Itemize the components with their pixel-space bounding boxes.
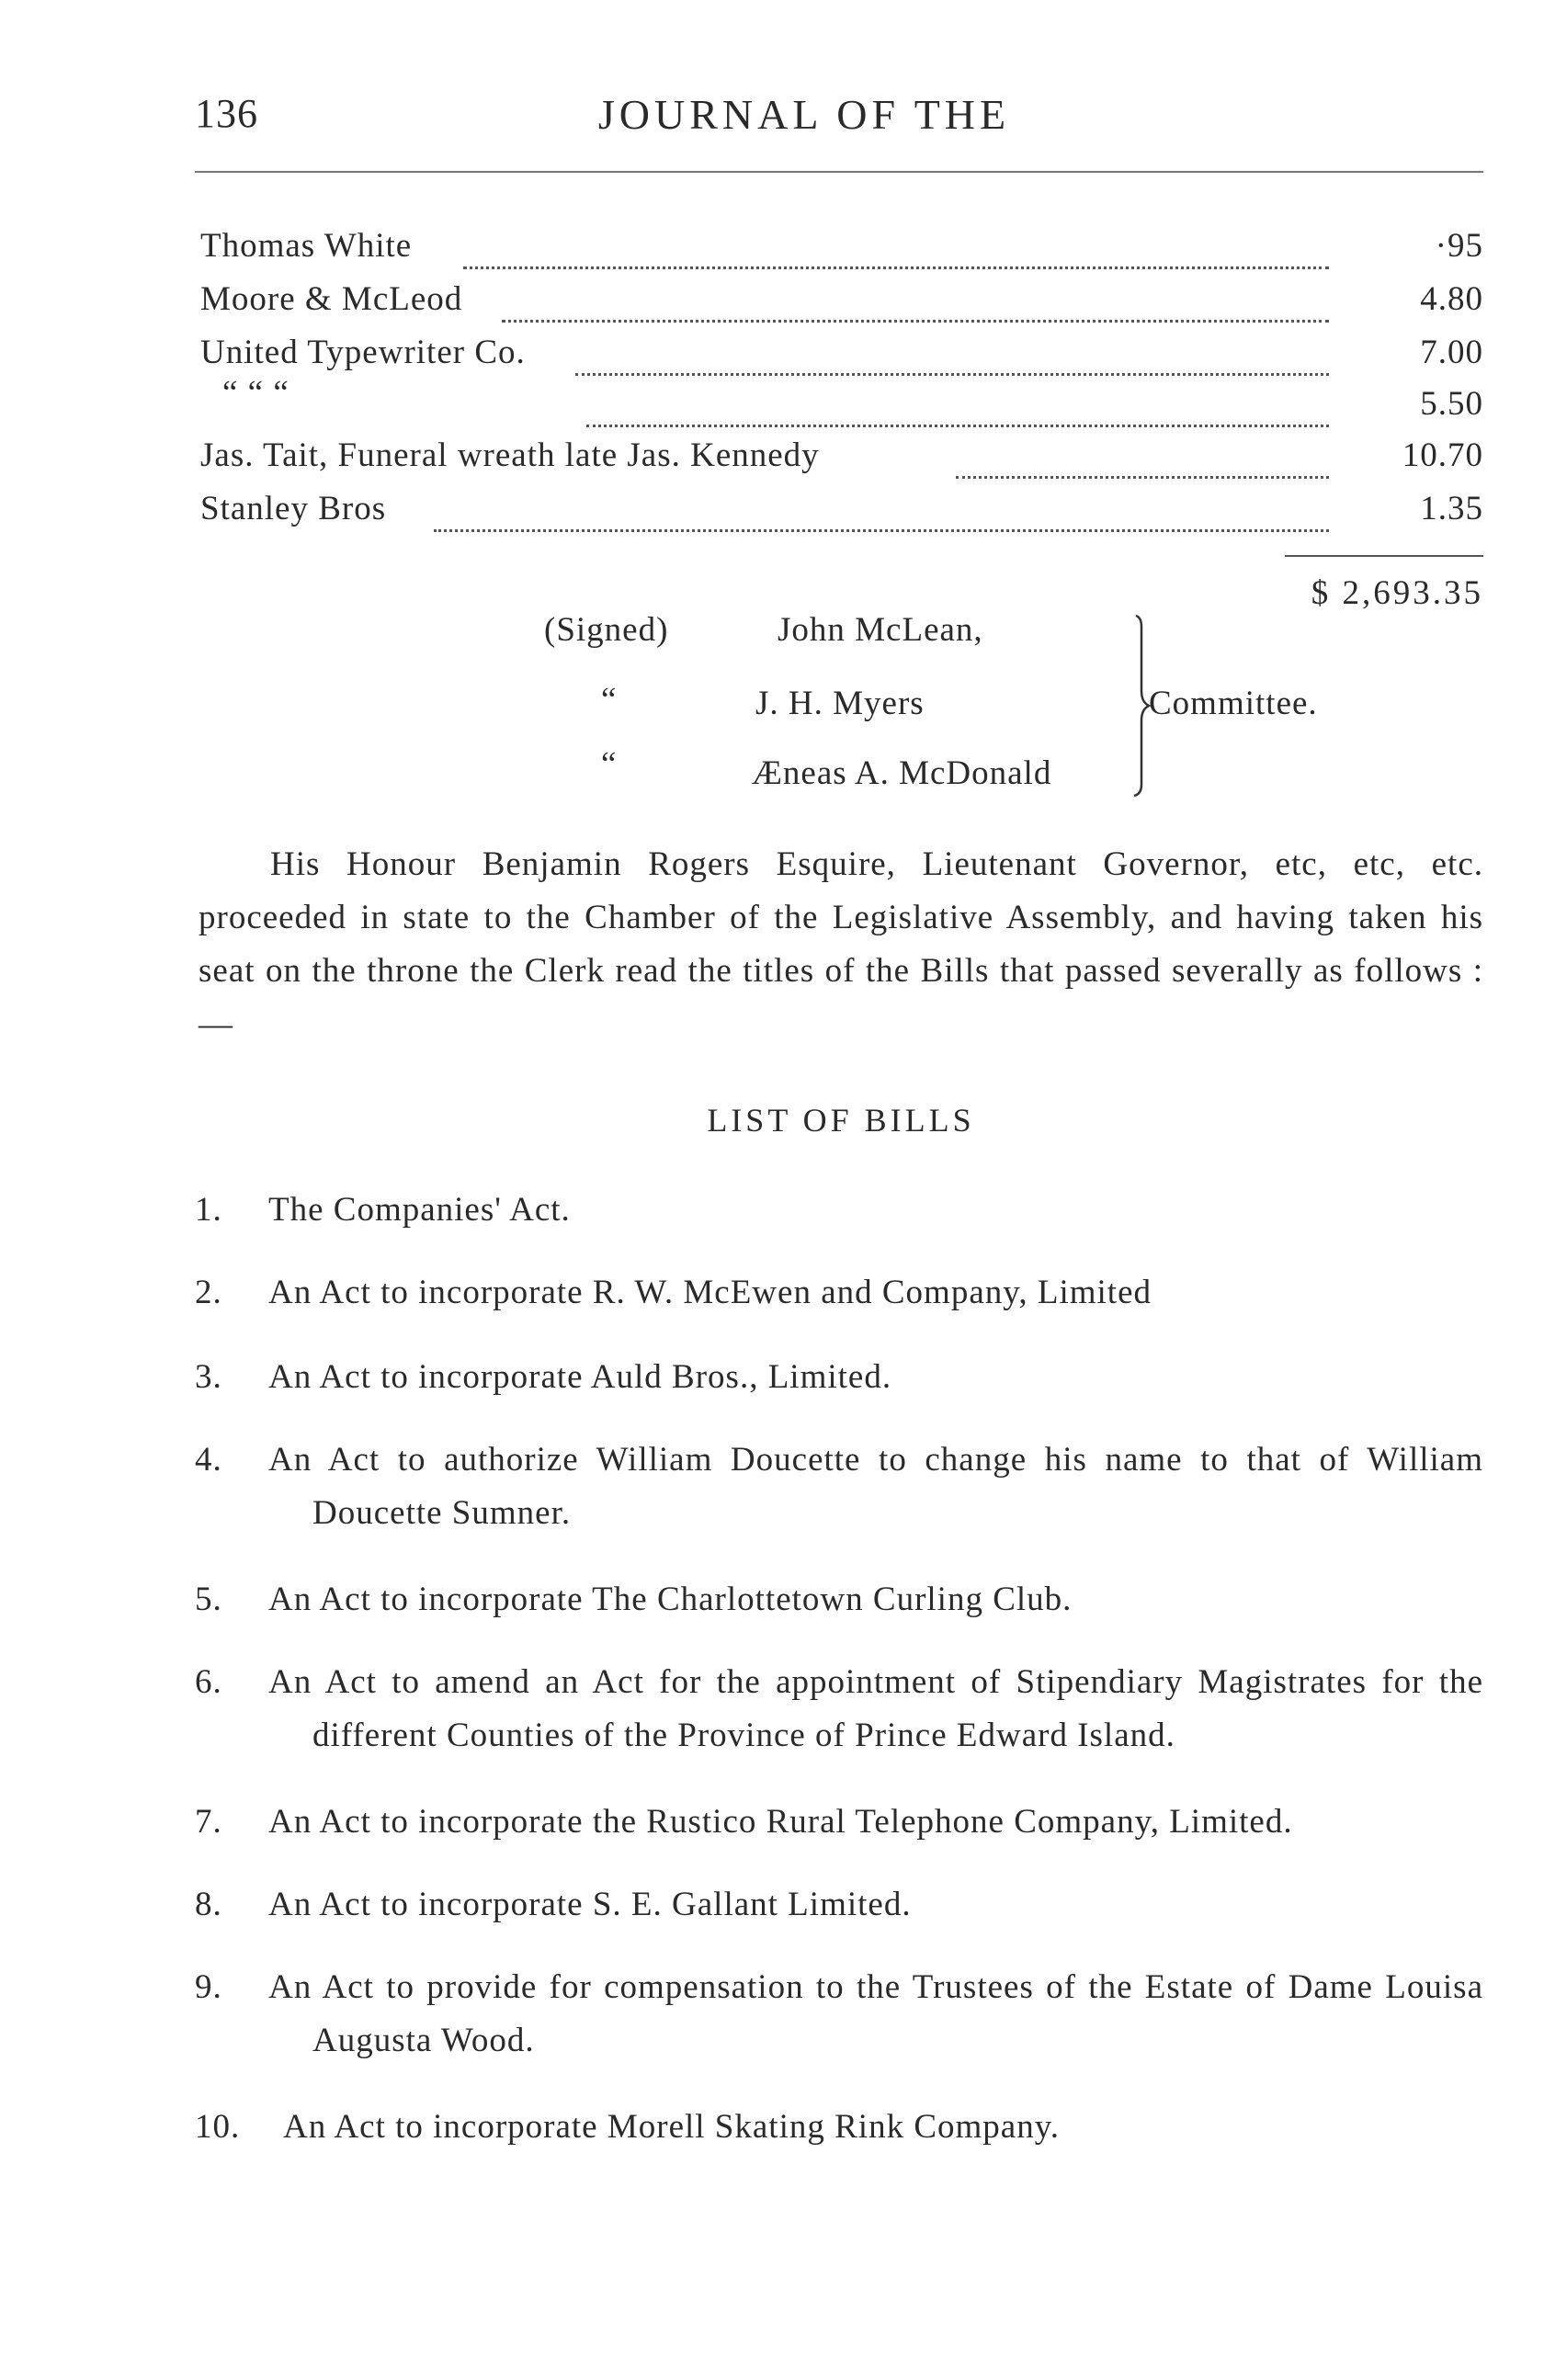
dot-leader: [502, 290, 1329, 323]
bill-title: An Act to incorporate Auld Bros., Limited.: [268, 1358, 892, 1396]
bill-item: [195, 1796, 1483, 1849]
total-rule: [1285, 555, 1483, 557]
signed-label: (Signed): [544, 611, 669, 649]
account-payee: Thomas White: [200, 227, 413, 265]
committee-member-name: John McLean,: [778, 611, 983, 649]
committee-member-name: Æneas A. McDonald: [752, 754, 1052, 792]
dot-leader: [434, 500, 1329, 532]
bill-title: An Act to incorporate R. W. McEwen and Company, Limited: [268, 1274, 1152, 1311]
account-payee-ditto: “ “ “: [222, 374, 290, 412]
bill-number: 10.: [195, 2108, 241, 2146]
account-row: [200, 226, 1483, 274]
account-payee: Stanley Bros: [200, 490, 387, 527]
bill-item: [195, 1573, 1483, 1626]
bill-title: An Act to incorporate Morell Skating Rink Company.: [283, 2108, 1061, 2146]
bill-number: 3.: [195, 1358, 222, 1396]
account-payee: Moore & McLeod: [200, 280, 463, 318]
account-row: [200, 489, 1483, 537]
bill-number: 7.: [195, 1803, 222, 1841]
bill-item: [195, 1878, 1483, 1932]
bill-title: An Act to amend an Act for the appointment of Stipendiary Magistrates for the different Counties of the Province of Prince Edward Island.: [268, 1663, 1483, 1754]
account-amount: ·95: [1435, 227, 1483, 265]
bill-item: [195, 1656, 1483, 1762]
bill-item: [195, 1184, 1483, 1237]
dot-leader: [463, 237, 1329, 269]
dot-leader: [956, 447, 1329, 479]
header-rule: [195, 171, 1483, 173]
list-heading: LIST OF BILLS: [707, 1102, 975, 1139]
dot-leader: [586, 395, 1329, 427]
ditto-mark: “: [601, 681, 618, 719]
total-amount: $ 2,693.35: [1311, 574, 1483, 612]
bill-number: 8.: [195, 1886, 222, 1923]
bill-title: An Act to provide for compensation to the Trustees of the Estate of Dame Louisa Augusta Wood.: [268, 1968, 1483, 2059]
bill-title: An Act to incorporate the Rustico Rural Telephone Company, Limited.: [268, 1803, 1293, 1841]
bill-item: [195, 1434, 1483, 1540]
account-amount: 4.80: [1420, 280, 1483, 318]
bill-title: The Companies' Act.: [268, 1191, 571, 1229]
bill-number: 6.: [195, 1663, 222, 1701]
bill-number: 2.: [195, 1274, 222, 1311]
account-row: [200, 279, 1483, 327]
bill-item: [195, 1351, 1483, 1404]
bill-item: [195, 2101, 1483, 2154]
bill-item: [195, 1266, 1483, 1320]
committee-member-name: J. H. Myers: [755, 685, 925, 722]
bill-number: 4.: [195, 1441, 222, 1479]
account-row: [200, 436, 1483, 483]
bill-number: 9.: [195, 1968, 222, 2006]
running-title: JOURNAL OF THE: [597, 91, 1011, 138]
account-payee: United Typewriter Co.: [200, 334, 526, 371]
account-amount: 1.35: [1420, 490, 1483, 527]
bill-number: 5.: [195, 1581, 222, 1618]
committee-label: Committee.: [1149, 685, 1318, 722]
account-row: [200, 333, 1483, 380]
dot-leader: [575, 344, 1329, 376]
bill-title: An Act to incorporate S. E. Gallant Limited.: [268, 1886, 912, 1923]
page-number: 136: [195, 91, 258, 136]
proceedings-paragraph: His Honour Benjamin Rogers Esquire, Lieutenant Governor, etc, etc, etc. proceeded in state to the Chamber of the Legislative Assembly, and having taken his seat on the throne the Clerk read the titles of the Bills that passed severally as follows :—: [199, 845, 1483, 1043]
bill-title: An Act to incorporate The Charlottetown Curling Club.: [268, 1581, 1073, 1618]
account-amount: 5.50: [1420, 385, 1483, 423]
ditto-mark: “: [601, 745, 618, 783]
account-amount: 7.00: [1420, 334, 1483, 371]
bill-item: [195, 1961, 1483, 2068]
bill-number: 1.: [195, 1191, 222, 1229]
account-payee: Jas. Tait, Funeral wreath late Jas. Kennedy: [200, 436, 820, 474]
account-row: [200, 374, 1483, 432]
account-amount: 10.70: [1402, 436, 1483, 474]
bill-title: An Act to authorize William Doucette to change his name to that of William Doucette Sumner.: [268, 1441, 1483, 1532]
